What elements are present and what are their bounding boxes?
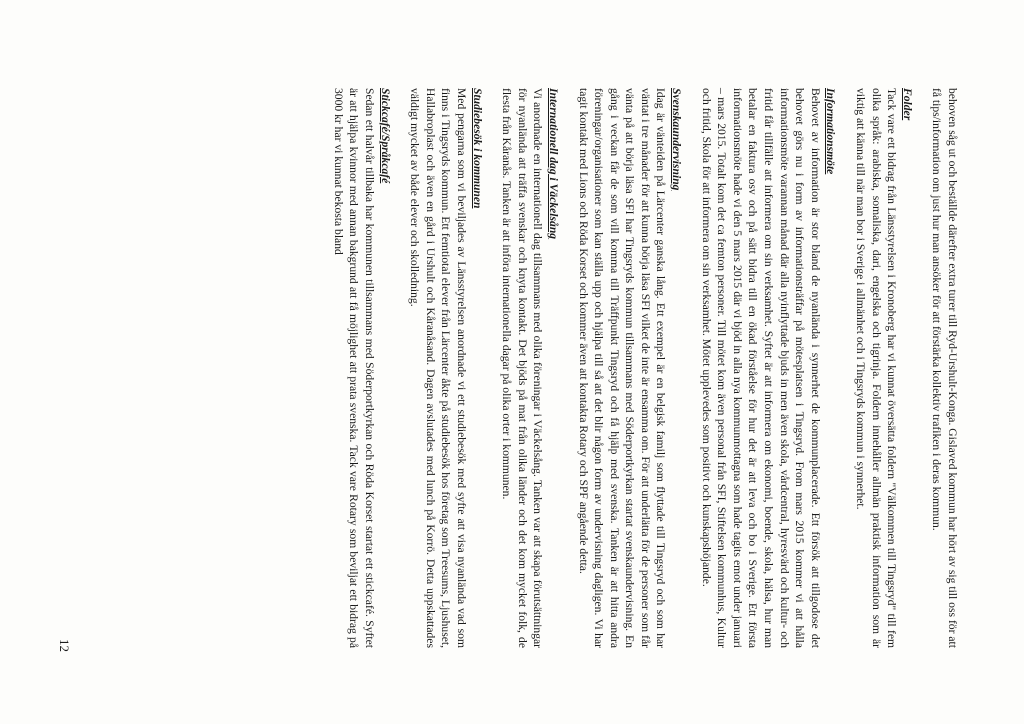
section-text: Med pengarna som vi beviljades av Länsstyrelsen anordnade vi ett studiebesök med syfte att visa nyanlända vad som finns i Tingsryds kommun. Ett femtiotal elever från Lärcenter åkte på studiebesök hos företag som Treesums, Ljushuset, Hallabroplast och även en gård i Urshult och Kåranåsand. Dagen avslutades med lunch på Korrö. Detta uppskattades väldigt mycket av både elever och skolledning. <box>408 88 468 648</box>
section-title: Folder <box>900 88 914 121</box>
page-content <box>330 88 960 648</box>
section-text: Behovet av information är stor bland de nyanlända i synnerhet de kommunplacerade. Ett försök att tillgodose det behovet görs nu i form av informationsträffar på mötesplatsen i Tingsryd. From mars 2015 kommer vi att hålla informationsmöte varannan månad där alla nyinflyttade bjuds in men även skola, vårdcentral, hyresvärd och kultur- och fritid får tillfälle att informera om sin verksamhet. Syftet är att informera om ekonomi, boende, skola, hälsa, hur man betalar en faktura osv och på sätt bidra till en ökad förståelse för hur det är att leva och bo i Sverige. Ett första informationsmöte hade vi den 5 mars 2015 där vi bjöd in alla nya kommunmottagna som hade tagits emot under januari – mars 2015. Totalt kom det ca femton personer. Till mötet kom även personal från SFI, Stiftelsen kommunhus, Kultur och fritid, Skola för att informera om sin verksamhet. Mötet upplevedes som positivt och kunskapshöjande. <box>699 88 822 648</box>
section-text: Vi anordnade en internationell dag tillsammans med olika föreningar i Väckelsång. Tanken var att skapa förutsättningar för nyanlända att träffa svenskar och knyta kontakt. Det bjöds på mat från olika länder och det kom mycket folk, de flesta från Kåranås. Tanken är att införa internationella dagar på olika orter i kommunen. <box>500 88 545 648</box>
section-informationsmote <box>698 88 838 648</box>
section-studiebesok <box>407 88 485 648</box>
section-title: Svenskaundervisning <box>670 88 684 191</box>
section-title: Stickcafé/Språkcafé <box>378 88 392 184</box>
section-text: Tack vare ett bidrag från Länsstyrelsen i Kronoberg har vi kunnat översätta foldern "Välkommen till Tingsryd" till fem olika språk: arabiska, somaliska, dari, engelska och tigrinja. Foldern innehåller allmän praktisk information som är viktig att känna till när man bor i Sverige i allmänhet och i Tingsryds kommun i synnerhet. <box>854 88 899 648</box>
section-svenskaundervisning <box>575 88 684 648</box>
section-text: Idag är vänteiden på Lärcenter ganska lång. Ett exempel är en belgisk familj som flyttade till Tingsryd och som har väntat i tre månader för att kunna börja läsa SFI vilket de inte är ensamma om. För att underlätta för de personer som får vänta på att börja läsa SFI har Tingsryds kommun tillsammans med Söderportkyrkan startat svenskaundervisning. En gång i veckan får de som vill komma till Träffpunkt Tingsryd och få hjälp med svenska. Tanken är att hitta andra föreningar/organisationer som kan ställa upp och hjälpa till så att det blir någon form av undervisning dagligen. Vi har tagit kontakt med Lions och Röda Korset och kommer även att kontakta Rotary och SPF angående detta. <box>576 88 668 648</box>
section-internationell-dag <box>499 88 561 648</box>
page-number: 12 <box>57 639 72 652</box>
intro-paragraph: behoven såg ut och beställde därefter extra turer till Ryd-Urshult-Konga. Gislaved kommun har hört av sig till oss för att få tips/information om just hur man ansöker för att förstärka kollektiv trafiken i deras kommun. <box>930 88 959 648</box>
section-text: Sedan ett halvår tillbaka har kommunen tillsammans med Söderportkyrkan och Röda Korset startat ett stickcafé. Syftet är att hjälpa kvinnor med annan bakgrund att få möjlighet att prata svenska. Tack vare Rotary som beviljat ett bidrag på 3000 kr har vi kunnat bekosta bland <box>331 88 376 648</box>
section-stickcafe <box>330 88 392 648</box>
section-folder <box>852 88 914 648</box>
section-title: Informationsmöte <box>824 88 838 175</box>
section-title: Studiebesök i kommunen <box>470 88 484 209</box>
section-title: Internationell dag i Väckelsång <box>546 88 560 240</box>
